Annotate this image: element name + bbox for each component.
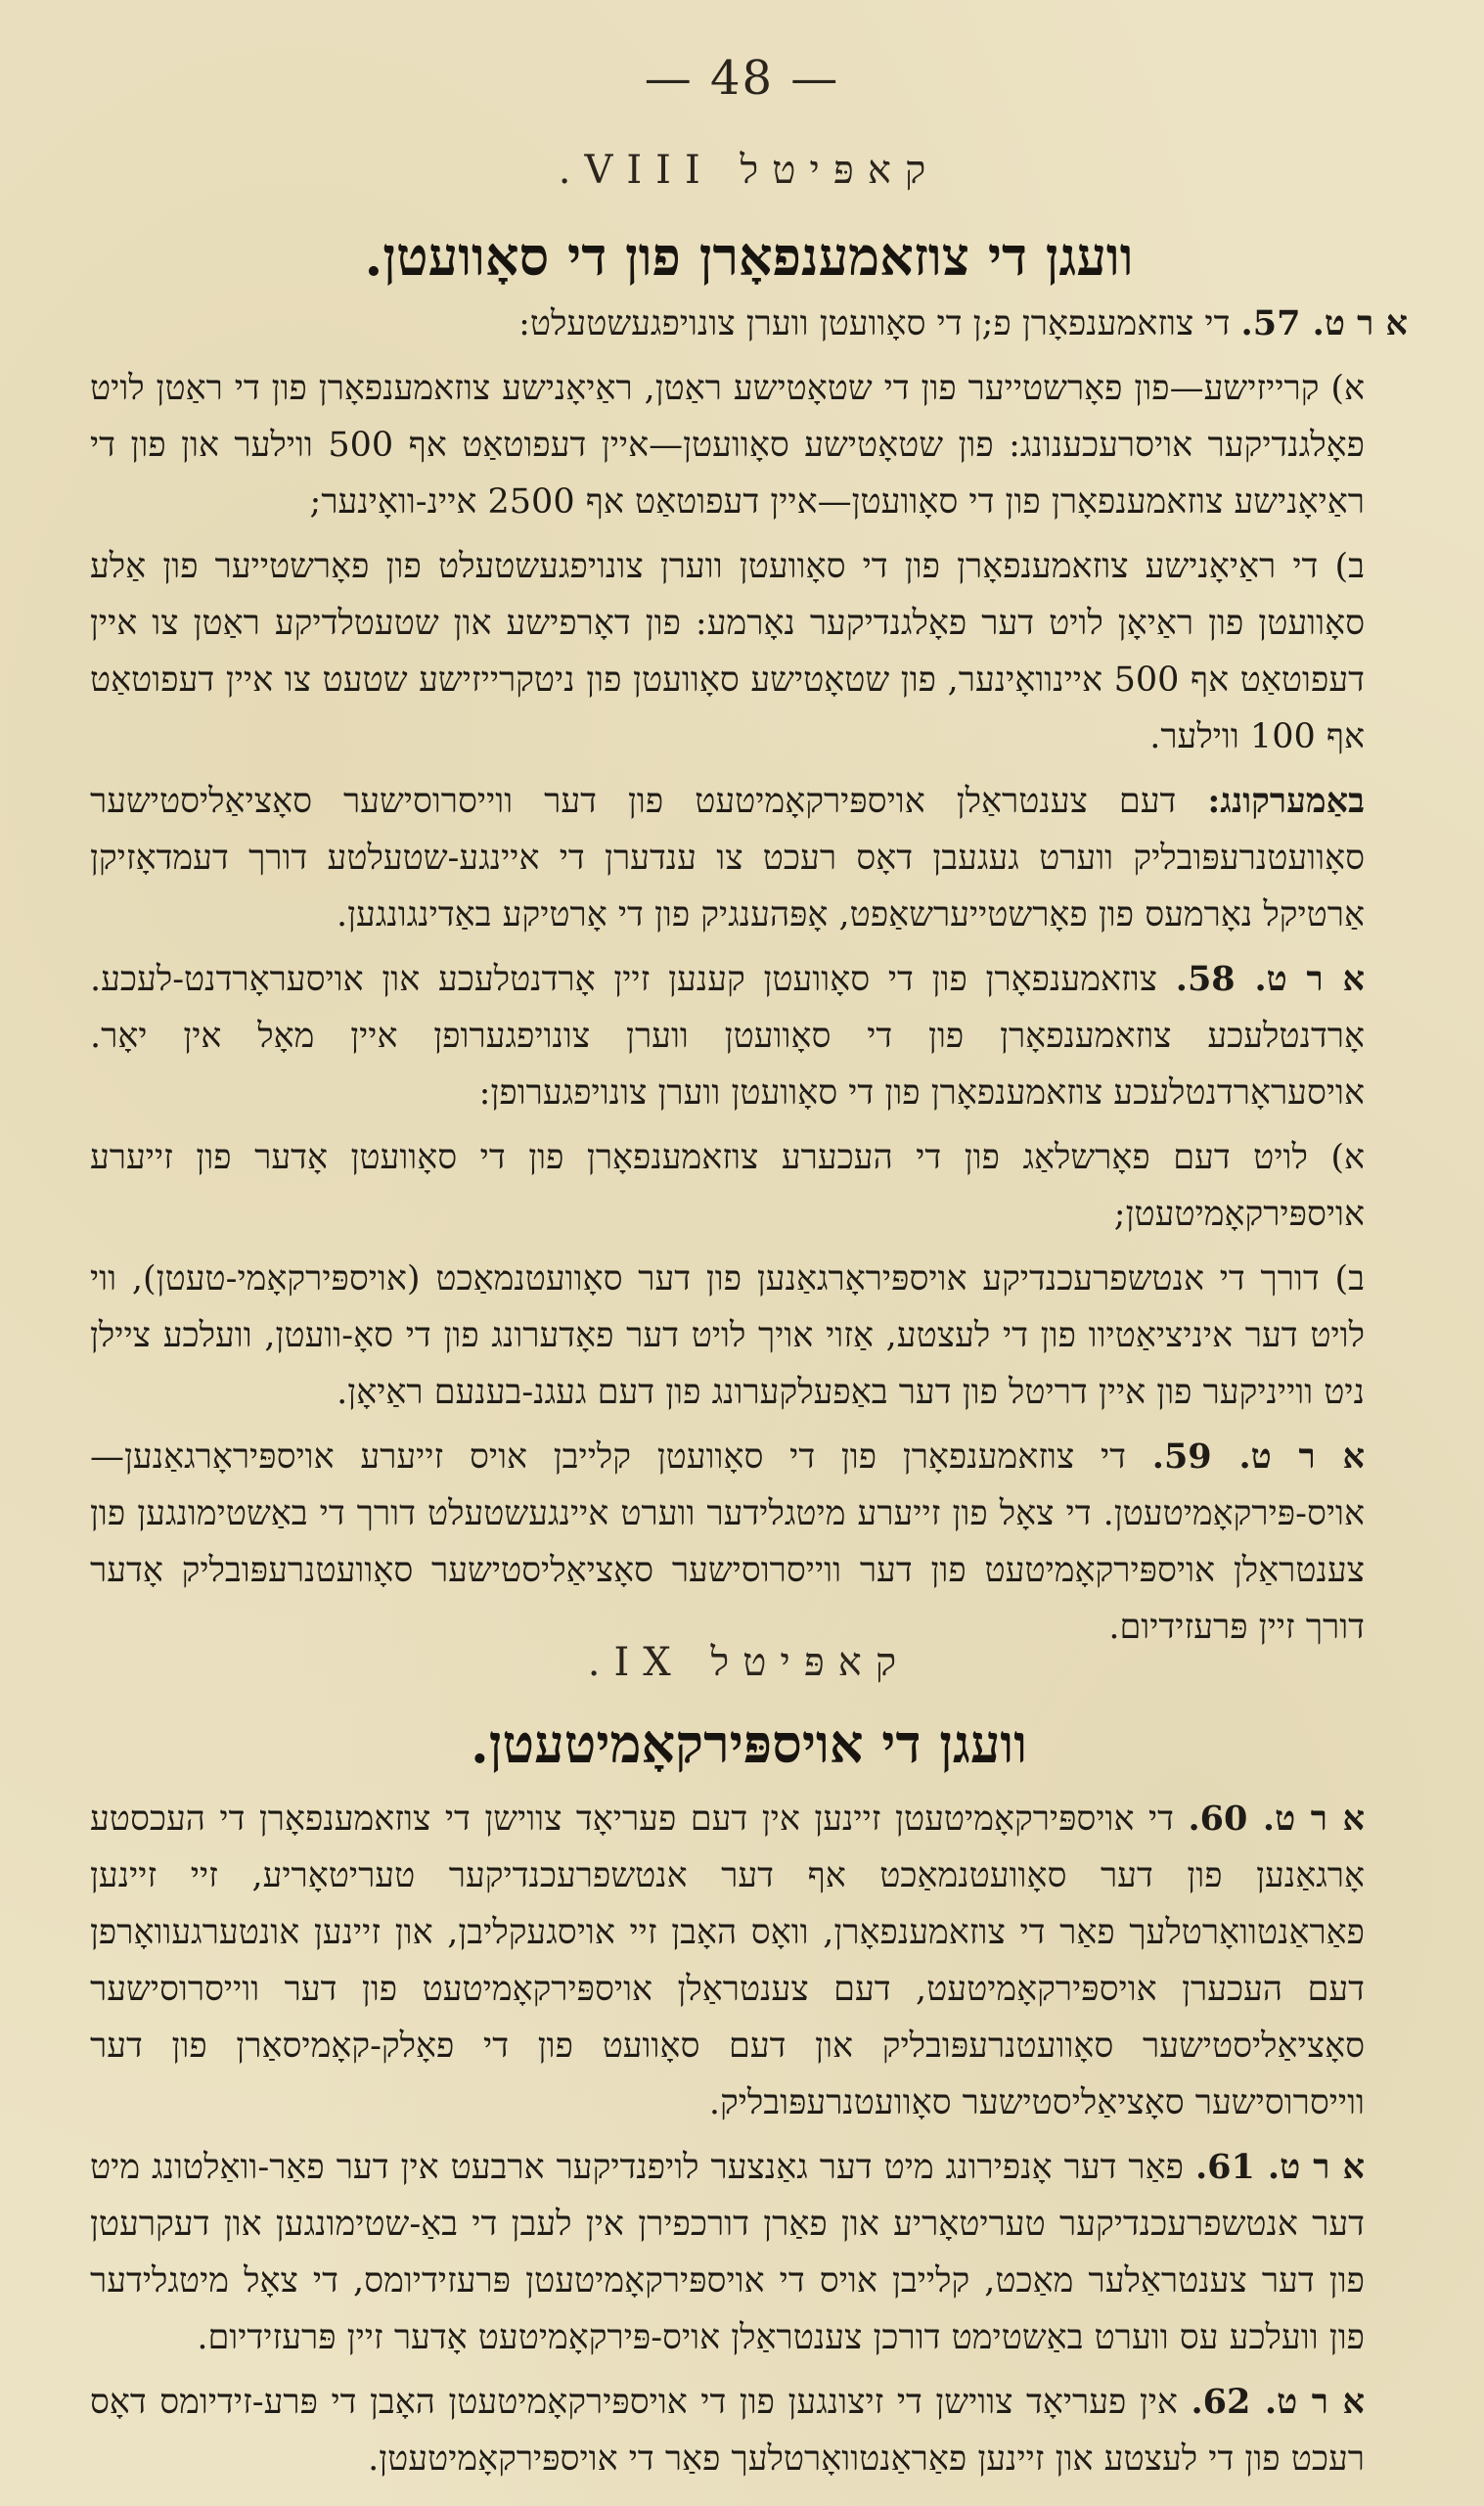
article-60 (90, 1791, 1408, 2131)
article-57-note (90, 773, 1408, 943)
article-59 (90, 1429, 1408, 1656)
article-61-text: פאַר דער אָנפירונג מיט דער גאַנצער לויפנדיקער ארבעט אין דער פאַר-וואַלטונג מיט דער אנטשפרעכנדיקער טעריטאָריע און פאַרן דורכפירן אין לעבן די באַ-שטימונגען און דעקרעטן פון דער צענטראַלער מאַכט, קלייבן אויס די אויספּירקאָמיטעטן פּרעזידיומס, די צאָל מיטגלידער פון וועלכע עס ווערט באַשטימט דורכן צענטראַלן אויס-פּירקאָמיטעט אָדער זיין פּרעזידיום. (90, 2148, 1365, 2357)
article-58-item-a: א) לויט דעם פאָרשלאַג פון די העכערע צוזאמענפאָרן פון די סאָוועטן אָדער פון זייערע אויספּירקאָמיטעטן; (90, 1138, 1365, 1234)
article-61-title: א ר ט. 61. (1194, 2147, 1365, 2187)
article-59-text: די צוזאמענפאָרן פון די סאָוועטן קלייבן אויס זייערע אויספּיראָרגאַנען—אויס-פּירקאָמיטעטן. די צאָל פון זייערע מיטגלידער ווערט איינגעשטעלט דורך די באַשטימונגען פון צענטראַלן אויספּירקאָמיטעט פון דער ווייסרוסישער סאָציאַליסטישער סאָוועטנרעפּובליק אָדער דורך זיין פּרעזידיום. (90, 1437, 1365, 1647)
article-57-intro-text: די צוזאמענפאָרן פ;ן די סאָוועטן ווערן צונויפגעשטעלט: (518, 304, 1231, 343)
chapter-9-label-block (90, 1639, 1408, 1685)
article-62-title: א ר ט. 62. (1191, 2382, 1366, 2422)
article-57-title: א ר ט. 57. (1240, 303, 1408, 343)
chapter-8-heading: וועגן די צוזאמענפאָרן פון די סאָוועטן. (364, 225, 1134, 288)
article-58 (90, 951, 1408, 1121)
article-57-item-a: א) קרייזישע—פון פאָרשטייער פון די שטאָטישע ראַטן, ראַיאָנישע צוזאמענפאָרן פון די ראַטן לויט פאָלגנדיקער אויסרעכענונג: פון שטאָטישע סאָוועטן—איין דעפוטאַט אף 500 ווילער און פון די ראַיאָנישע צוזאמענפאָרן פון די סאָוועטן—איין דעפוטאַט אף 2500 איינ-וואָינער; (90, 369, 1365, 522)
chapter-8-label-block (90, 147, 1408, 193)
chapter-9-label: קאפּיטל IX. (587, 1640, 911, 1685)
article-58-title: א ר ט. 58. (1175, 959, 1365, 999)
page-number: — 48 — (644, 51, 840, 106)
article-58-text: צוזאמענפאָרן פון די סאָוועטן קענען זיין אָרדנטלעכע און אויסעראָרדנט-לעכע. אָרדנטלעכע צוזאמענפאָרן פון די סאָוועטן ווערן צונויפגערופן איין מאָל אין יאָר. אויסעראָרדנטלעכע צוזאמענפאָרן פון די סאָוועטן ווערן צונויפגערופן: (90, 960, 1365, 1113)
chapter-9-heading-block (90, 1712, 1408, 1775)
chapter-8-body (90, 296, 1408, 1663)
chapter-8-label: קאפּיטל VIII. (558, 148, 940, 193)
chapter-9-heading: וועגן די אויספּירקאָמיטעטן. (470, 1712, 1028, 1775)
chapter-9-body (90, 1791, 1408, 2495)
article-57-intro (90, 296, 1408, 352)
note-text: דעם צענטראַלן אויספּירקאָמיטעט פון דער ווייסרוסישער סאָציאַליסטישער סאָוועטנרעפּובליק ווערט געגעבן דאָס רעכט צו ענדערן די איינגע-שטעלטע דורך דעמדאָזיקן אַרטיקל נאָרמעס פון פאָרשטייערשאַפט, אָפּהענגיק פון די אָרטיקע באַדינגונגען. (90, 782, 1365, 934)
article-62-text: אין פעריאָד צווישן די זיצונגען פון די אויספּירקאָמיטעטן האָבן די פּרע-זידיומס דאָס רעכט פון די לעצטע און זיינען פאַראַנטוואָרטלעך פאַר די אויספּירקאָמיטעטן. (90, 2383, 1365, 2479)
note-label: באַמערקונג: (1207, 781, 1365, 821)
article-58-item-b: ב) דורך די אנטשפרעכנדיקע אויספּיראָרגאַנען פון דער סאָוועטנמאַכט (אויספּירקאָמי-טעטן), ווי לויט דער איניציאַטיוו פון די לעצטע, אַזוי אויך לויט דער פאָדערונג פון די סאָ-וועטן, וועלכע ציילן ניט ווייניקער פון איין דריטל פון דער באַפעלקערונג פון דעם געגנ-בענעם ראַיאָן. (90, 1259, 1365, 1412)
chapter-8-heading-block (90, 225, 1408, 288)
article-60-title: א ר ט. 60. (1188, 1799, 1365, 1839)
article-59-title: א ר ט. 59. (1151, 1436, 1366, 1477)
article-61 (90, 2139, 1408, 2366)
article-57-item-b: ב) די ראַיאָנישע צוזאמענפאָרן פון די סאָוועטן ווערן צונויפגעשטעלט פון פאָרשטייער פון אַלע סאָוועטן פון ראַיאָן לויט דער פאָלגנדיקער נאָרמע: פון דאָרפישע און שטעטלדיקע ראַטן צו איין דעפוטאַט אף 500 איינוואָינער, פון שטאָטישע סאָוועטן פון ניטקרייזישע שטעט צו איין דעפוטאַט אף 100 ווילער. (90, 547, 1365, 756)
article-62 (90, 2374, 1408, 2487)
article-60-text: די אויספּירקאָמיטעטן זיינען אין דעם פעריאָד צווישן די צוזאמענפאָרן די העכסטע אָרגאַנען פון דער סאָוועטנמאַכט אף דער אנטשפרעכנדיקער טעריטאָריע, זיי זיינען פאַראַנטוואָרטלעך פאַר די צוזאמענפאָרן, וואָס האָבן זיי אויסגעקליבן, און זיינען אונטערגעוואָרפן דעם העכערן אויספּירקאָמיטעט, דעם צענטראַלן אויספּירקאָמיטעט פון דער ווייסרוסישער סאָציאַליסטישער סאָוועטנרעפּובליק און דעם סאָוועט פון די פאָלק-קאָמיסאַרן פון דער ווייסרוסישער סאָציאַליסטישער סאָוועטנרעפּובליק. (90, 1800, 1365, 2122)
